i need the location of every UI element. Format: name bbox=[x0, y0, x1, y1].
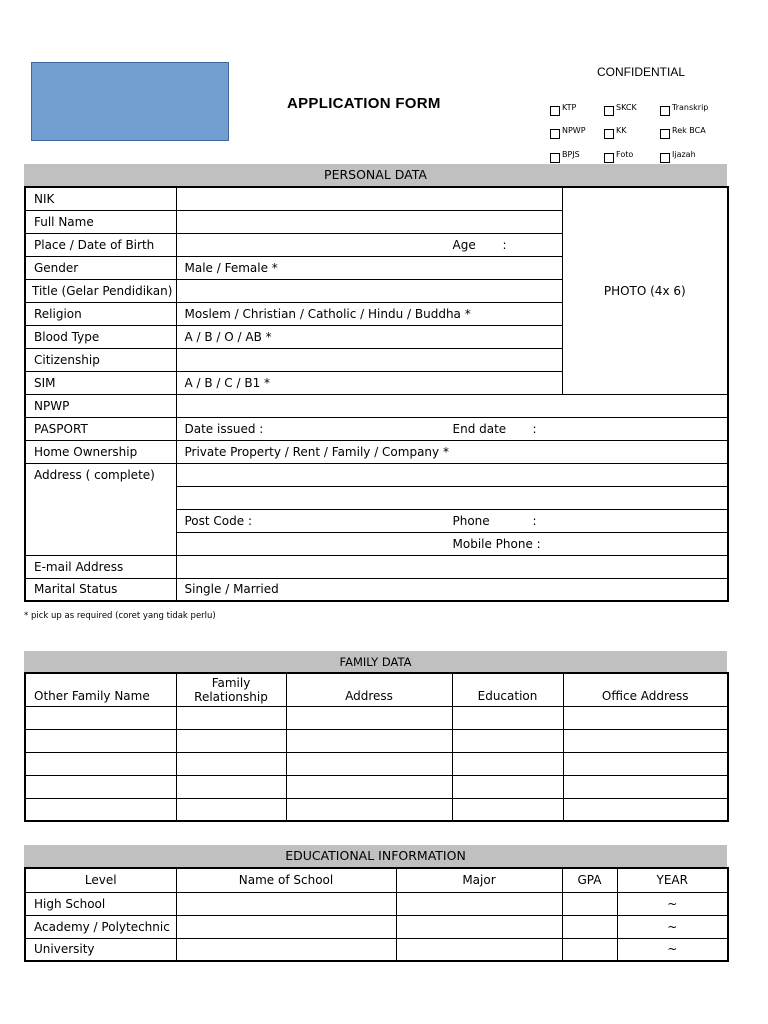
cell[interactable] bbox=[176, 892, 396, 915]
year-cell[interactable]: ~ bbox=[617, 892, 728, 915]
col-major: Major bbox=[396, 868, 562, 892]
end-date-colon: : bbox=[532, 421, 537, 436]
checkbox-box[interactable] bbox=[604, 153, 614, 163]
checkbox-label: Rek BCA bbox=[672, 125, 706, 135]
cell[interactable] bbox=[176, 775, 286, 798]
checkbox-box[interactable] bbox=[604, 129, 614, 139]
checkbox-box[interactable] bbox=[550, 129, 560, 139]
cell[interactable] bbox=[562, 938, 617, 961]
cell[interactable] bbox=[286, 729, 452, 752]
nik-field[interactable] bbox=[176, 187, 562, 210]
sim-options[interactable]: A / B / C / B1 * bbox=[176, 371, 562, 394]
level-academy: Academy / Polytechnic bbox=[25, 915, 176, 938]
col-name-of-school: Name of School bbox=[176, 868, 396, 892]
checkbox-box[interactable] bbox=[660, 153, 670, 163]
year-cell[interactable]: ~ bbox=[617, 938, 728, 961]
checkbox-transkrip[interactable] bbox=[660, 104, 708, 116]
checkbox-npwp[interactable] bbox=[550, 127, 586, 139]
cell[interactable] bbox=[452, 729, 563, 752]
cell[interactable] bbox=[396, 938, 562, 961]
cell[interactable] bbox=[286, 752, 452, 775]
confidential-label: CONFIDENTIAL bbox=[597, 65, 686, 79]
pob-field[interactable] bbox=[176, 233, 562, 256]
cell[interactable] bbox=[176, 938, 396, 961]
col-level: Level bbox=[25, 868, 176, 892]
npwp-field[interactable] bbox=[176, 394, 728, 417]
table-row bbox=[25, 706, 728, 729]
label-place-date-of-birth: Place / Date of Birth bbox=[25, 233, 176, 256]
cell[interactable] bbox=[25, 752, 176, 775]
label-citizenship: Citizenship bbox=[25, 348, 176, 371]
cell[interactable] bbox=[286, 706, 452, 729]
cell[interactable] bbox=[176, 729, 286, 752]
cell[interactable] bbox=[176, 915, 396, 938]
date-issued-label: Date issued : bbox=[184, 421, 264, 436]
table-row bbox=[25, 892, 728, 915]
cell[interactable] bbox=[563, 775, 728, 798]
label-email: E-mail Address bbox=[25, 555, 176, 578]
checkbox-box[interactable] bbox=[550, 153, 560, 163]
citizenship-field[interactable] bbox=[176, 348, 562, 371]
post-code-label: Post Code : bbox=[184, 513, 252, 528]
family-data-table bbox=[24, 672, 729, 822]
col-year: YEAR bbox=[617, 868, 728, 892]
checkbox-kk[interactable] bbox=[604, 127, 627, 139]
cell[interactable] bbox=[452, 798, 563, 821]
col-gpa: GPA bbox=[562, 868, 617, 892]
label-marital-status: Marital Status bbox=[25, 578, 176, 601]
level-high-school: High School bbox=[25, 892, 176, 915]
cell[interactable] bbox=[562, 892, 617, 915]
label-address: Address ( complete) bbox=[25, 463, 176, 555]
checkbox-label: BPJS bbox=[562, 149, 580, 159]
checkbox-label: SKCK bbox=[616, 102, 637, 112]
label-age: Age bbox=[452, 237, 476, 252]
family-data-heading: FAMILY DATA bbox=[24, 651, 727, 672]
level-university: University bbox=[25, 938, 176, 961]
checkbox-rek-bca[interactable] bbox=[660, 127, 706, 139]
table-row bbox=[25, 729, 728, 752]
checkbox-label: KTP bbox=[562, 102, 577, 112]
cell[interactable] bbox=[563, 798, 728, 821]
phone-colon: : bbox=[532, 513, 537, 528]
checkbox-label: NPWP bbox=[562, 125, 586, 135]
col-address: Address bbox=[286, 673, 452, 706]
email-field[interactable] bbox=[176, 555, 728, 578]
cell[interactable] bbox=[286, 798, 452, 821]
education-heading: EDUCATIONAL INFORMATION bbox=[24, 845, 727, 867]
cell[interactable] bbox=[25, 706, 176, 729]
company-logo-placeholder bbox=[31, 62, 229, 141]
cell[interactable] bbox=[176, 752, 286, 775]
label-full-name: Full Name bbox=[25, 210, 176, 233]
checkbox-foto[interactable] bbox=[604, 151, 633, 163]
table-row bbox=[25, 798, 728, 821]
checkbox-ijazah[interactable] bbox=[660, 151, 696, 163]
table-row bbox=[25, 938, 728, 961]
cell[interactable] bbox=[562, 915, 617, 938]
col-office-address: Office Address bbox=[563, 673, 728, 706]
cell[interactable] bbox=[176, 798, 286, 821]
label-blood-type: Blood Type bbox=[25, 325, 176, 348]
checkbox-box[interactable] bbox=[660, 106, 670, 116]
label-nik: NIK bbox=[25, 187, 176, 210]
table-row bbox=[25, 775, 728, 798]
checkbox-label: KK bbox=[616, 125, 627, 135]
home-ownership-options[interactable]: Private Property / Rent / Family / Company * bbox=[176, 440, 728, 463]
full-name-field[interactable] bbox=[176, 210, 562, 233]
col-family-relationship: Family Relationship bbox=[176, 673, 286, 706]
address-line-2[interactable] bbox=[176, 486, 728, 509]
label-home-ownership: Home Ownership bbox=[25, 440, 176, 463]
checkbox-box[interactable] bbox=[550, 106, 560, 116]
cell[interactable] bbox=[563, 729, 728, 752]
label-pasport: PASPORT bbox=[25, 417, 176, 440]
personal-data-table bbox=[24, 186, 729, 602]
mobile-phone-row[interactable] bbox=[176, 532, 728, 555]
cell[interactable] bbox=[25, 729, 176, 752]
education-table bbox=[24, 867, 729, 962]
cell[interactable] bbox=[25, 798, 176, 821]
col-education: Education bbox=[452, 673, 563, 706]
mobile-phone-label: Mobile Phone : bbox=[452, 536, 541, 551]
cell[interactable] bbox=[396, 892, 562, 915]
cell[interactable] bbox=[176, 706, 286, 729]
cell[interactable] bbox=[286, 775, 452, 798]
table-row bbox=[25, 915, 728, 938]
marital-status-options[interactable]: Single / Married bbox=[176, 578, 728, 601]
gender-options[interactable]: Male / Female * bbox=[176, 256, 562, 279]
label-npwp: NPWP bbox=[25, 394, 176, 417]
label-gender: Gender bbox=[25, 256, 176, 279]
end-date-label: End date bbox=[452, 421, 507, 436]
col-other-family-name: Other Family Name bbox=[25, 673, 176, 706]
label-title: Title (Gelar Pendidikan) bbox=[25, 279, 176, 302]
checkbox-box[interactable] bbox=[604, 106, 614, 116]
required-note: * pick up as required (coret yang tidak perlu) bbox=[24, 611, 216, 621]
table-row bbox=[25, 752, 728, 775]
checkbox-box[interactable] bbox=[660, 129, 670, 139]
checkbox-label: Ijazah bbox=[672, 149, 696, 159]
checkbox-label: Foto bbox=[616, 149, 634, 159]
checkbox-bpjs[interactable] bbox=[550, 151, 580, 163]
religion-options[interactable]: Moslem / Christian / Catholic / Hindu / Buddha * bbox=[176, 302, 562, 325]
checkbox-label: Transkrip bbox=[672, 102, 709, 112]
checkbox-ktp[interactable] bbox=[550, 104, 576, 116]
cell[interactable] bbox=[452, 752, 563, 775]
blood-type-options[interactable]: A / B / O / AB * bbox=[176, 325, 562, 348]
address-line-1[interactable] bbox=[176, 463, 728, 486]
cell[interactable] bbox=[563, 752, 728, 775]
label-religion: Religion bbox=[25, 302, 176, 325]
post-code-row[interactable] bbox=[176, 509, 728, 532]
phone-label: Phone bbox=[452, 513, 490, 528]
cell[interactable] bbox=[452, 775, 563, 798]
age-colon: : bbox=[502, 237, 507, 252]
form-title: APPLICATION FORM bbox=[287, 95, 441, 112]
pasport-field[interactable] bbox=[176, 417, 728, 440]
title-field[interactable] bbox=[176, 279, 562, 302]
cell[interactable] bbox=[396, 915, 562, 938]
cell[interactable] bbox=[25, 775, 176, 798]
cell[interactable] bbox=[452, 706, 563, 729]
label-sim: SIM bbox=[25, 371, 176, 394]
year-cell[interactable]: ~ bbox=[617, 915, 728, 938]
checkbox-skck[interactable] bbox=[604, 104, 637, 116]
photo-box: PHOTO (4x 6) bbox=[562, 187, 728, 394]
personal-data-heading: PERSONAL DATA bbox=[24, 164, 727, 186]
cell[interactable] bbox=[563, 706, 728, 729]
